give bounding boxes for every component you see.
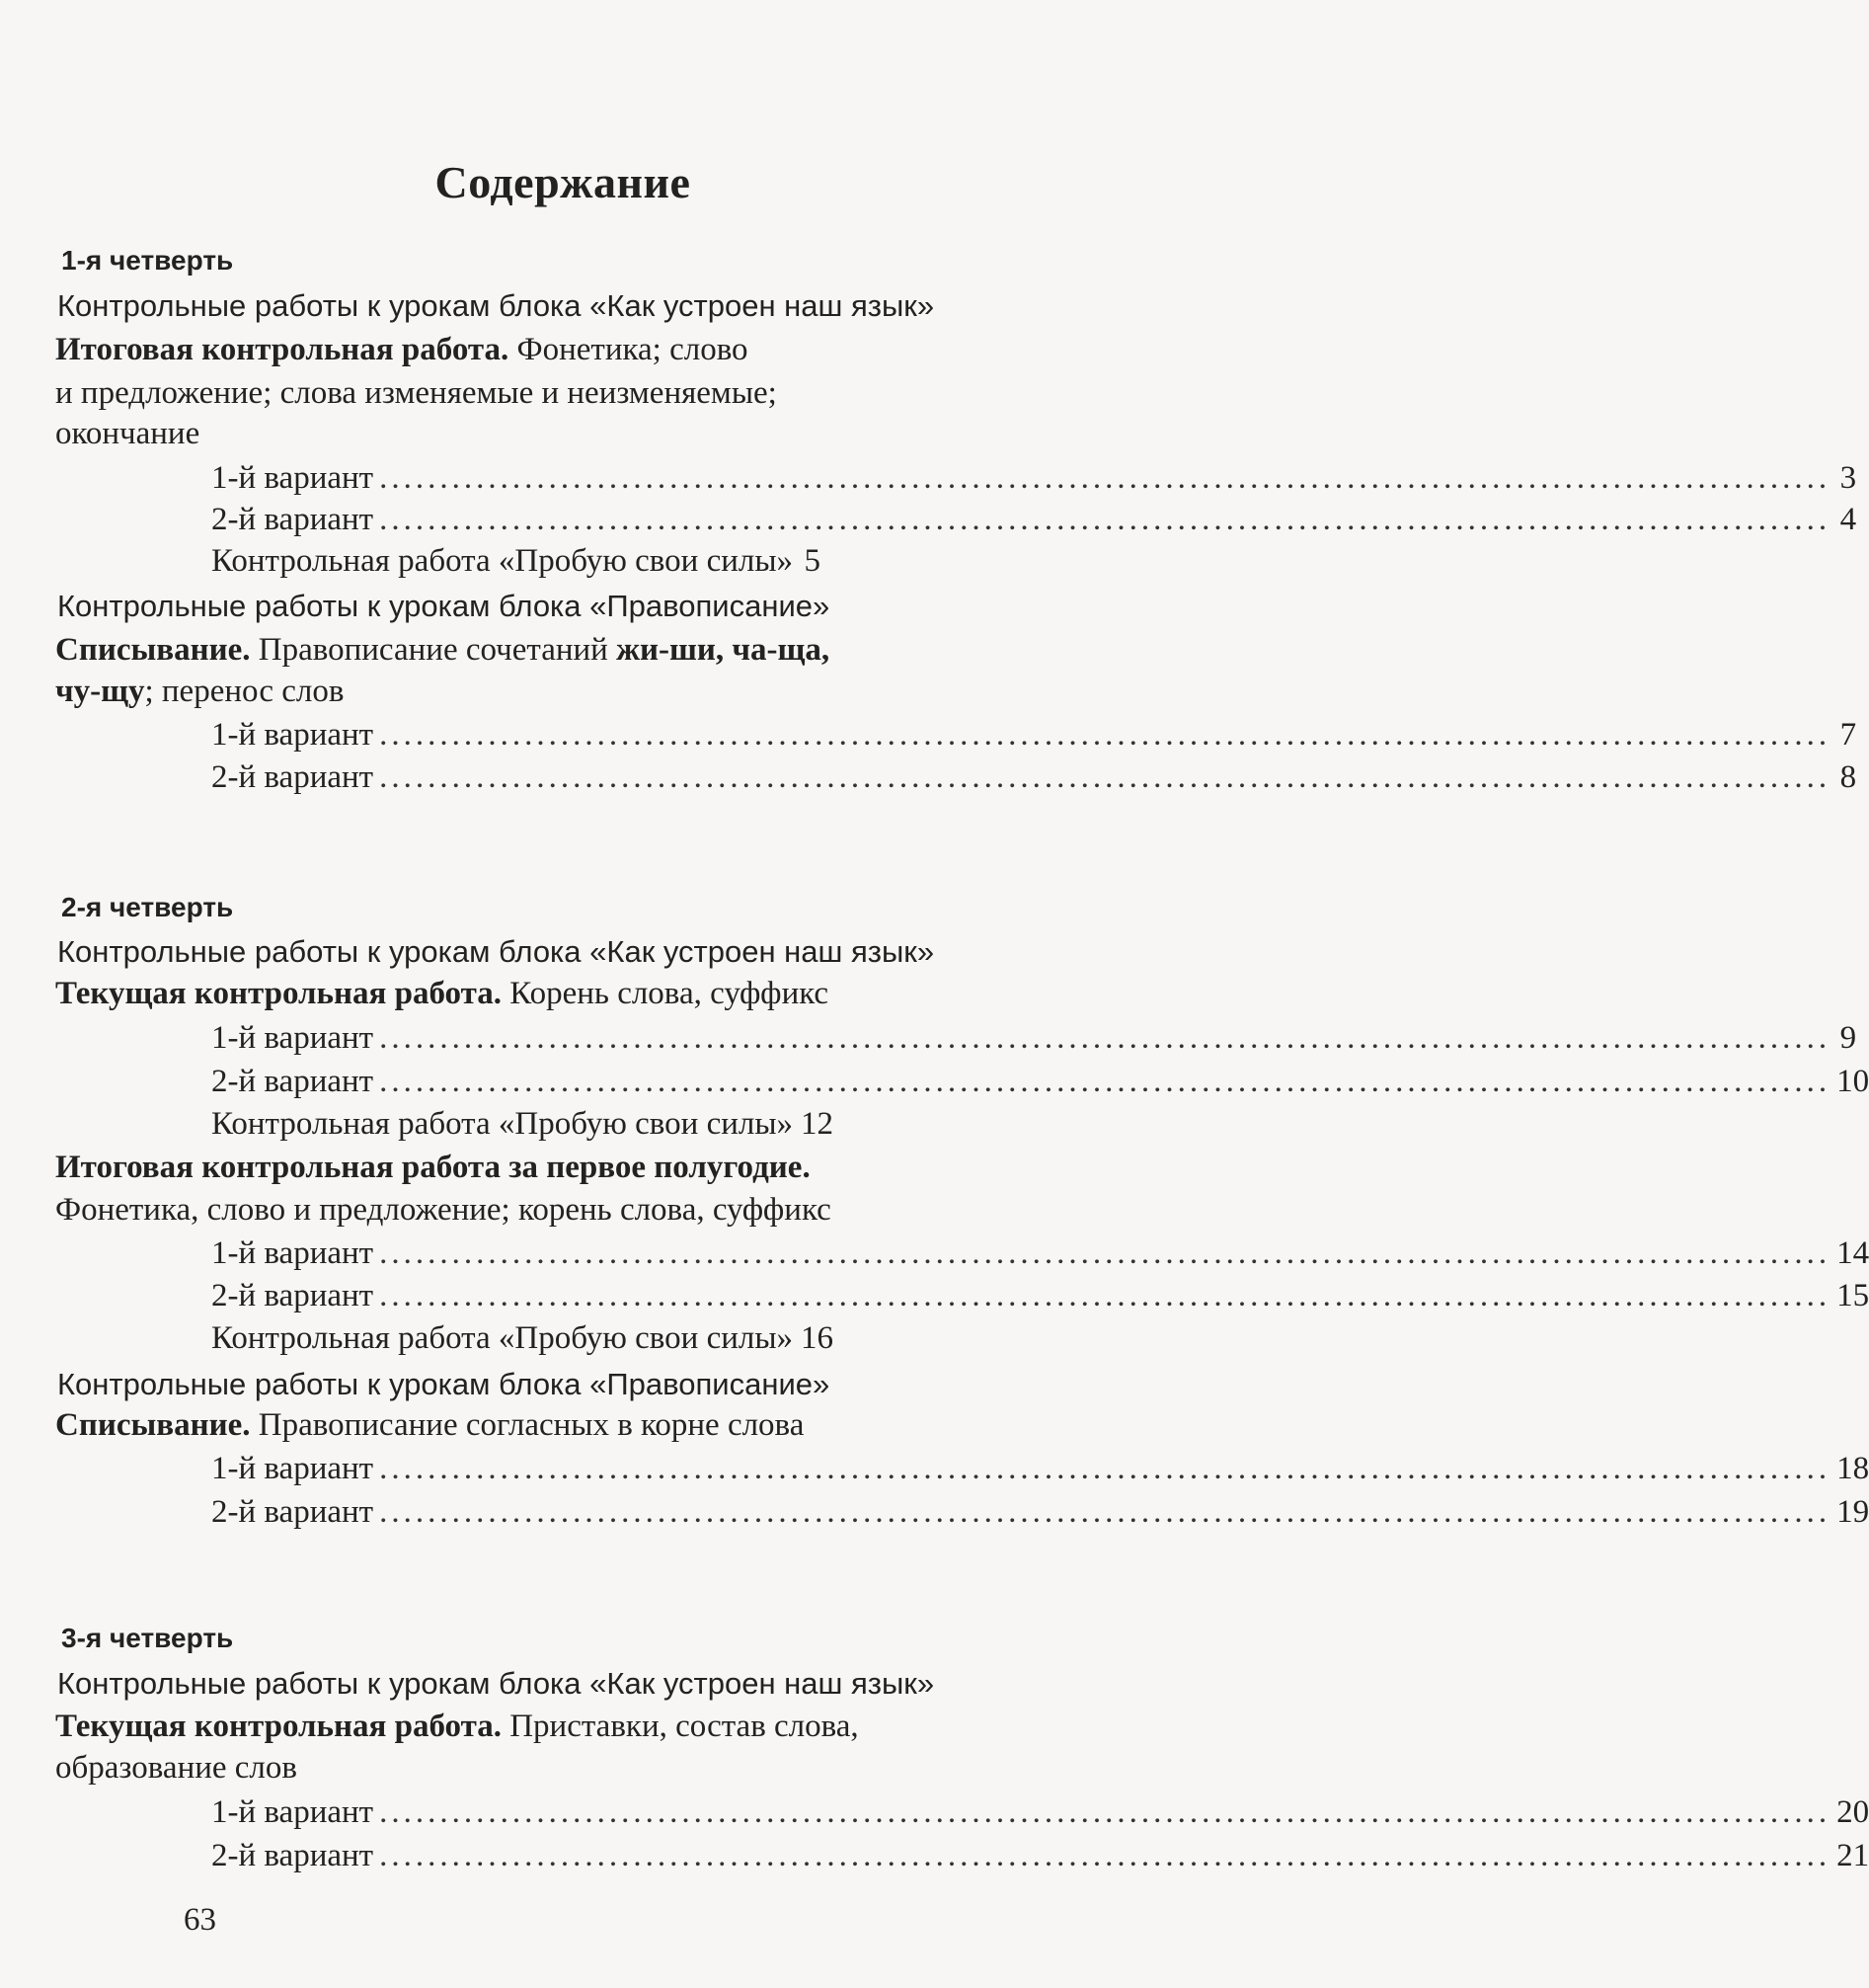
work-type: Списывание. [55, 632, 251, 668]
entry-label: 2-й вариант [211, 1278, 374, 1313]
entry-page: 19 [1836, 1494, 1869, 1530]
work-type: Текущая контрольная работа. [55, 1709, 502, 1744]
toc-entry[interactable] [211, 1494, 1869, 1531]
q2-work-halfyear-topic: Фонетика, слово и предложение; корень слова, суффикс [55, 1192, 831, 1228]
q2-work-halfyear-title [55, 1150, 811, 1186]
q3-work-current-topic-line2: образование слов [55, 1750, 297, 1786]
entry-label: 1-й вариант [211, 1235, 374, 1271]
toc-entry[interactable] [211, 1106, 1222, 1143]
toc-entry[interactable] [211, 502, 1857, 538]
toc-entry[interactable] [211, 1320, 1222, 1357]
leader-dots: ........................................................................................................................ [379, 1235, 1831, 1271]
q3-block-heading-language: Контрольные работы к урокам блока «Как устроен наш язык» [57, 1666, 935, 1701]
entry-label: 2-й вариант [211, 1838, 374, 1873]
q1-work-final-title [55, 332, 748, 368]
work-type: Итоговая контрольная работа за первое полугодие. [55, 1150, 811, 1185]
entry-label: 2-й вариант [211, 1064, 374, 1099]
toc-entry[interactable] [211, 717, 1857, 754]
q1-block-heading-spelling: Контрольные работы к урокам блока «Правописание» [57, 589, 830, 623]
entry-page: 14 [1836, 1235, 1869, 1271]
leader-dots: ........................................................................................................................ [379, 1838, 1831, 1873]
entry-label: Контрольная работа «Пробую свои силы» [211, 543, 794, 579]
entry-label: 2-й вариант [211, 502, 374, 537]
leader-dots: ........................................................................................................................ [379, 1278, 1831, 1313]
work-topic: ; перенос слов [144, 674, 345, 709]
leader-dots: ........................................................................................................................ [379, 1451, 1831, 1486]
q2-block-heading-spelling: Контрольные работы к урокам блока «Правописание» [57, 1367, 830, 1401]
q1-work-final-topic-line3: окончание [55, 416, 200, 451]
work-topic: Корень слова, суффикс [501, 976, 829, 1011]
work-type: Текущая контрольная работа. [55, 976, 502, 1011]
entry-page: 4 [1839, 502, 1857, 537]
entry-page: 20 [1836, 1794, 1869, 1830]
toc-entry[interactable] [211, 460, 1857, 497]
work-topic: Фонетика; слово [508, 332, 748, 367]
entry-page: 9 [1839, 1020, 1857, 1056]
work-topic-bold: чу-щу [55, 674, 145, 709]
work-topic: Правописание согласных в корне слова [250, 1407, 805, 1443]
q2-work-current-title [55, 976, 828, 1012]
leader-dots: ........................................................................................................................ [379, 1064, 1831, 1099]
entry-label: 2-й вариант [211, 759, 374, 795]
leader-dots: ........................................................................................................................ [379, 502, 1831, 537]
q1-work-final-topic-line2: и предложение; слова изменяемые и неизменяемые; [55, 375, 777, 411]
entry-page: 3 [1839, 460, 1857, 496]
entry-page: 10 [1836, 1064, 1869, 1099]
entry-label: 1-й вариант [211, 1020, 374, 1056]
entry-label: 1-й вариант [211, 1451, 374, 1486]
entry-page: 15 [1836, 1278, 1869, 1313]
toc-entry[interactable] [211, 759, 1857, 796]
toc-entry[interactable] [211, 543, 1222, 580]
toc-entry[interactable] [211, 1838, 1869, 1874]
entry-page: 5 [804, 543, 821, 579]
q1-block-heading-language: Контрольные работы к урокам блока «Как устроен наш язык» [57, 288, 935, 323]
quarter-1-heading: 1-я четверть [61, 245, 234, 276]
page-title: Содержание [434, 157, 691, 207]
entry-label: 1-й вариант [211, 717, 374, 753]
entry-page: 8 [1839, 759, 1857, 795]
entry-page: 7 [1839, 717, 1857, 753]
entry-page: 12 [801, 1106, 834, 1142]
leader-dots: ........................................................................................................................ [379, 717, 1831, 753]
entry-label: Контрольная работа «Пробую свои силы» [211, 1320, 794, 1356]
work-type: Списывание. [55, 1407, 251, 1443]
entry-label: 1-й вариант [211, 1794, 374, 1830]
entry-label: 2-й вариант [211, 1494, 374, 1530]
toc-entry[interactable] [211, 1064, 1869, 1100]
q1-work-copying-title [55, 632, 829, 669]
toc-entry[interactable] [211, 1278, 1869, 1314]
toc-entry[interactable] [211, 1235, 1869, 1272]
quarter-3-heading: 3-я четверть [61, 1623, 234, 1653]
leader-dots: ........................................................................................................................ [379, 460, 1831, 496]
leader-dots: ........................................................................................................................ [379, 1494, 1831, 1530]
work-topic: Правописание сочетаний [250, 632, 617, 668]
q3-work-current-title [55, 1709, 859, 1745]
entry-page: 18 [1836, 1451, 1869, 1486]
q2-block-heading-language: Контрольные работы к урокам блока «Как устроен наш язык» [57, 934, 935, 969]
entry-label: Контрольная работа «Пробую свои силы» [211, 1106, 794, 1142]
entry-page: 16 [801, 1320, 834, 1356]
q1-work-copying-topic-line2 [55, 674, 344, 710]
work-type: Итоговая контрольная работа. [55, 332, 509, 367]
work-topic-bold: жи-ши, ча-ща, [616, 632, 830, 668]
toc-entry[interactable] [211, 1451, 1869, 1487]
toc-entry[interactable] [211, 1794, 1869, 1831]
work-topic: Приставки, состав слова, [501, 1709, 859, 1744]
entry-label: 1-й вариант [211, 460, 374, 496]
page-number: 63 [184, 1902, 216, 1938]
q2-work-copying-title [55, 1407, 804, 1444]
leader-dots: ........................................................................................................................ [379, 1020, 1831, 1056]
toc-entry[interactable] [211, 1020, 1857, 1057]
leader-dots: ........................................................................................................................ [379, 1794, 1831, 1830]
leader-dots: ........................................................................................................................ [379, 759, 1831, 795]
quarter-2-heading: 2-я четверть [61, 892, 234, 922]
entry-page: 21 [1836, 1838, 1869, 1873]
